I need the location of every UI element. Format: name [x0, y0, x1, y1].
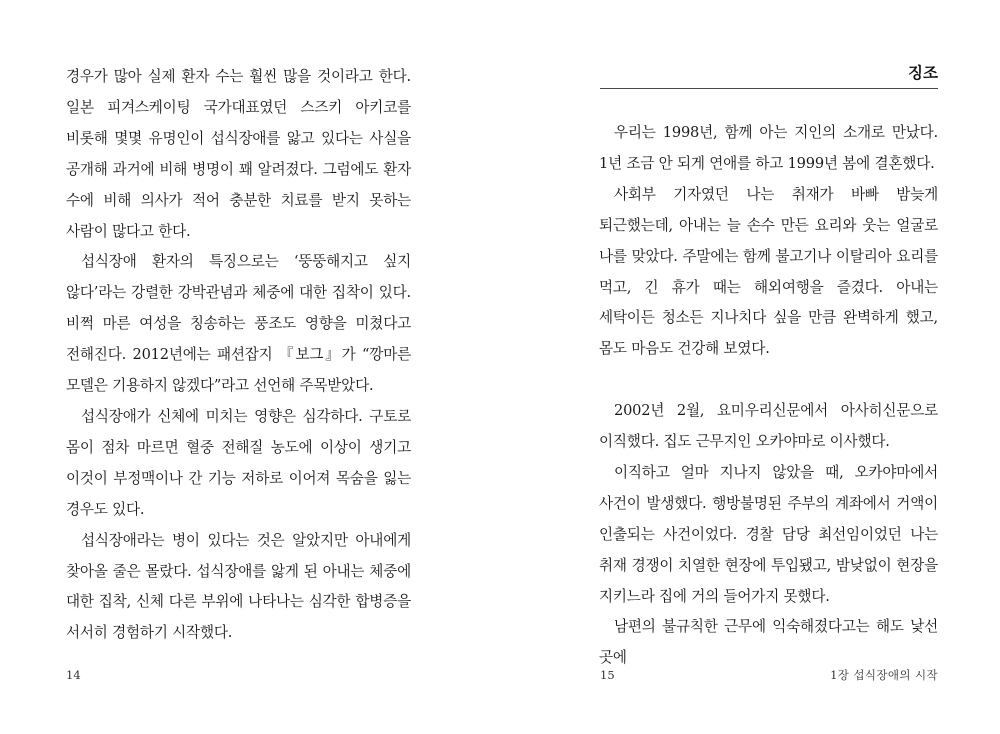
- left-page-body: [66, 62, 411, 649]
- paragraph: 이직하고 얼마 지나지 않았을 때, 오카야마에서 사건이 발생했다. 행방불명된 주부의 계좌에서 거액이 인출되는 사건이었다. 경찰 담당 최선임이었던 나는 취재 경쟁이 치열한 현장에 투입됐고, 밤낮없이 현장을 지키느라 집에 거의 들어가지 못했다.: [599, 463, 938, 605]
- paragraph: 섭식장애 환자의 특징으로는 ‘뚱뚱해지고 싶지 않다’라는 강렬한 강박관념과 체중에 대한 집착이 있다. 비쩍 마른 여성을 칭송하는 풍조도 영향을 미쳤다고 전해진다. 2012년에는 패션잡지 『보그』가 “깡마른 모델은 기용하지 않겠다”라고 선언해 주목받았다.: [66, 253, 411, 395]
- paragraph: 2002년 2월, 요미우리신문에서 아사히신문으로 이직했다. 집도 근무지인 오카야마로 이사했다.: [599, 402, 938, 451]
- running-header: 1장 섭식장애의 시작: [830, 668, 938, 682]
- right-page-body: [599, 118, 938, 674]
- paragraph: 우리는 1998년, 함께 아는 지인의 소개로 만났다. 1년 조금 안 되게 연애를 하고 1999년 봄에 결혼했다.: [599, 124, 938, 172]
- page-number: 15: [600, 668, 615, 682]
- page-number: 14: [66, 668, 81, 682]
- section-title: 징조: [600, 62, 938, 89]
- paragraph: 섭식장애라는 병이 있다는 것은 알았지만 아내에게 찾아올 줄은 몰랐다. 섭식장애를 앓게 된 아내는 체중에 대한 집착, 신체 다른 부위에 나타나는 심각한 합병증을 서서히 경험하기 시작했다.: [66, 531, 411, 642]
- paragraph: 사회부 기자였던 나는 취재가 바빠 밤늦게 퇴근했는데, 아내는 늘 손수 만든 요리와 웃는 얼굴로 나를 맞았다. 주말에는 함께 불고기나 이탈리아 요리를 먹고, 긴 휴가 때는 해외여행을 즐겼다. 아내는 세탁이든 청소든 지나치다 싶을 만큼 완벽하게 했고, 몸도 마음도 건강해 보였다.: [599, 185, 938, 358]
- paragraph: 섭식장애가 신체에 미치는 영향은 심각하다. 구토로 몸이 점차 마르면 혈중 전해질 농도에 이상이 생기고 이것이 부정맥이나 간 기능 저하로 이어져 목숨을 잃는 경우도 있다.: [66, 407, 411, 518]
- paragraph: 경우가 많아 실제 환자 수는 훨씬 많을 것이라고 한다. 일본 피겨스케이팅 국가대표였던 스즈키 아키코를 비롯해 몇몇 유명인이 섭식장애를 앓고 있다는 사실을 공개해 과거에 비해 병명이 꽤 알려졌다. 그럼에도 환자 수에 비해 의사가 적어 충분한 치료를 받지 못하는 사람이 많다고 한다.: [66, 68, 411, 240]
- paragraph: 남편의 불규칙한 근무에 익숙해졌다고는 해도 낯선 곳에: [599, 618, 938, 667]
- right-page: [500, 0, 1000, 734]
